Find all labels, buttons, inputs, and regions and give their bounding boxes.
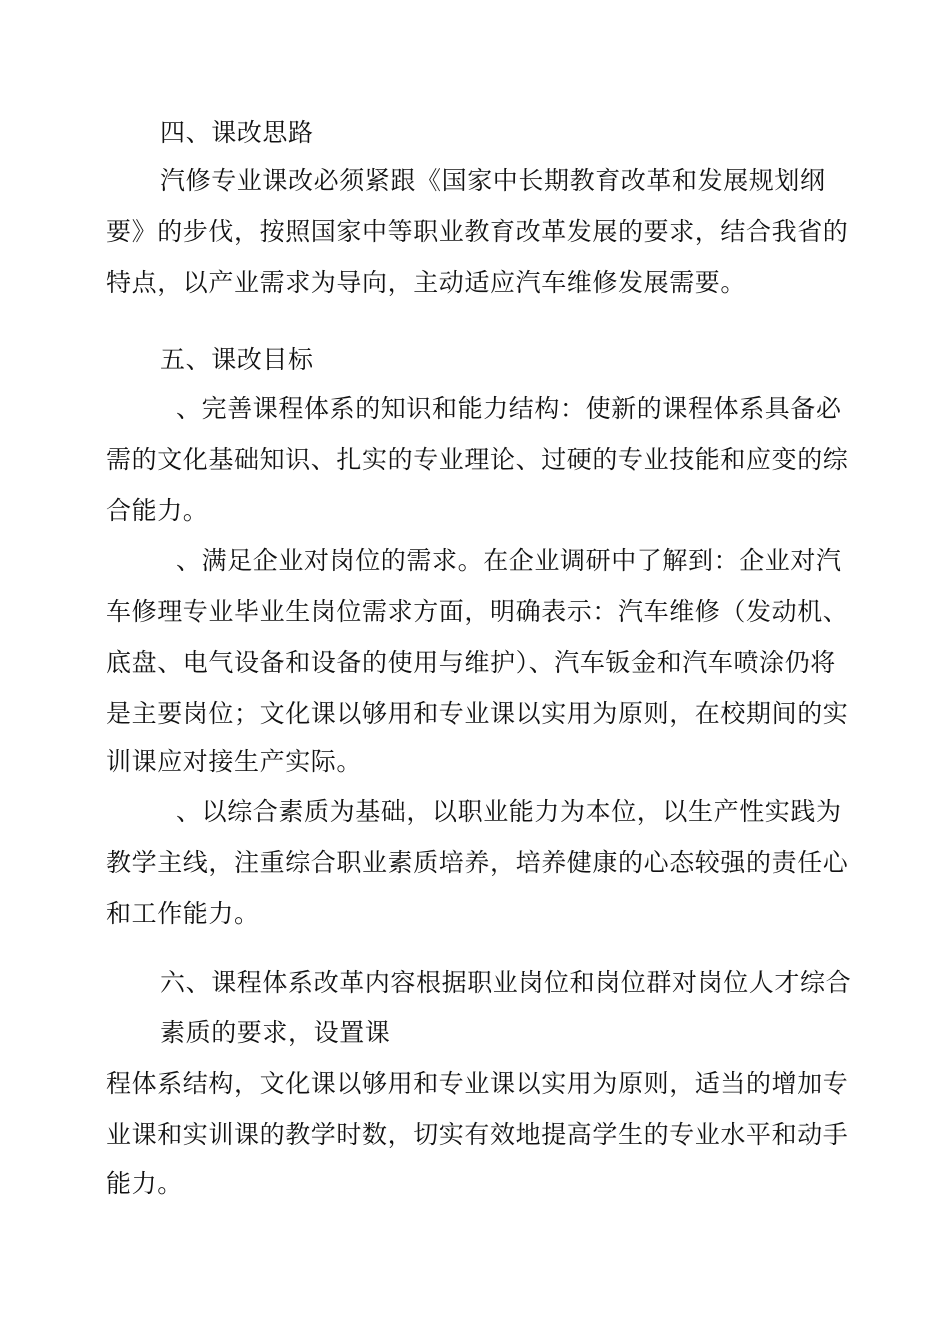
paragraph-line: 汽修专业课改必须紧跟《国家中长期教育改革和发展规划纲 xyxy=(160,166,826,195)
paragraph-line: 和工作能力。 xyxy=(106,899,260,928)
paragraph-line: 、满足企业对岗位的需求。在企业调研中了解到：企业对汽 xyxy=(176,546,842,575)
paragraph-line: 教学主线，注重综合职业素质培养，培养健康的心态较强的责任心 xyxy=(106,848,849,877)
section-heading-6-continuation: 素质的要求，设置课 xyxy=(160,1018,391,1047)
section-heading-6: 六、课程体系改革内容根据职业岗位和岗位群对岗位人才综合 xyxy=(160,968,852,997)
paragraph-line: 特点，以产业需求为导向，主动适应汽车维修发展需要。 xyxy=(106,268,747,297)
paragraph-line: 车修理专业毕业生岗位需求方面，明确表示：汽车维修（发动机、 xyxy=(106,597,849,626)
paragraph-line: 训课应对接生产实际。 xyxy=(106,747,363,776)
paragraph-line: 是主要岗位；文化课以够用和专业课以实用为原则，在校期间的实 xyxy=(106,699,849,728)
section-heading-4: 四、课改思路 xyxy=(160,118,314,147)
paragraph-line: 需的文化基础知识、扎实的专业理论、过硬的专业技能和应变的综 xyxy=(106,445,849,474)
section-heading-5: 五、课改目标 xyxy=(160,345,314,374)
paragraph-line: 合能力。 xyxy=(106,496,209,525)
paragraph-line: 、以综合素质为基础，以职业能力为本位，以生产性实践为 xyxy=(176,797,842,826)
paragraph-line: 业课和实训课的教学时数，切实有效地提高学生的专业水平和动手 xyxy=(106,1120,849,1149)
paragraph-line: 、完善课程体系的知识和能力结构：使新的课程体系具备必 xyxy=(176,394,842,423)
paragraph-line: 要》的步伐，按照国家中等职业教育改革发展的要求，结合我省的 xyxy=(106,217,849,246)
paragraph-line: 程体系结构，文化课以够用和专业课以实用为原则，适当的增加专 xyxy=(106,1069,849,1098)
paragraph-line: 能力。 xyxy=(106,1169,183,1198)
paragraph-line: 底盘、电气设备和设备的使用与维护）、汽车钣金和汽车喷涂仍将 xyxy=(106,648,836,677)
